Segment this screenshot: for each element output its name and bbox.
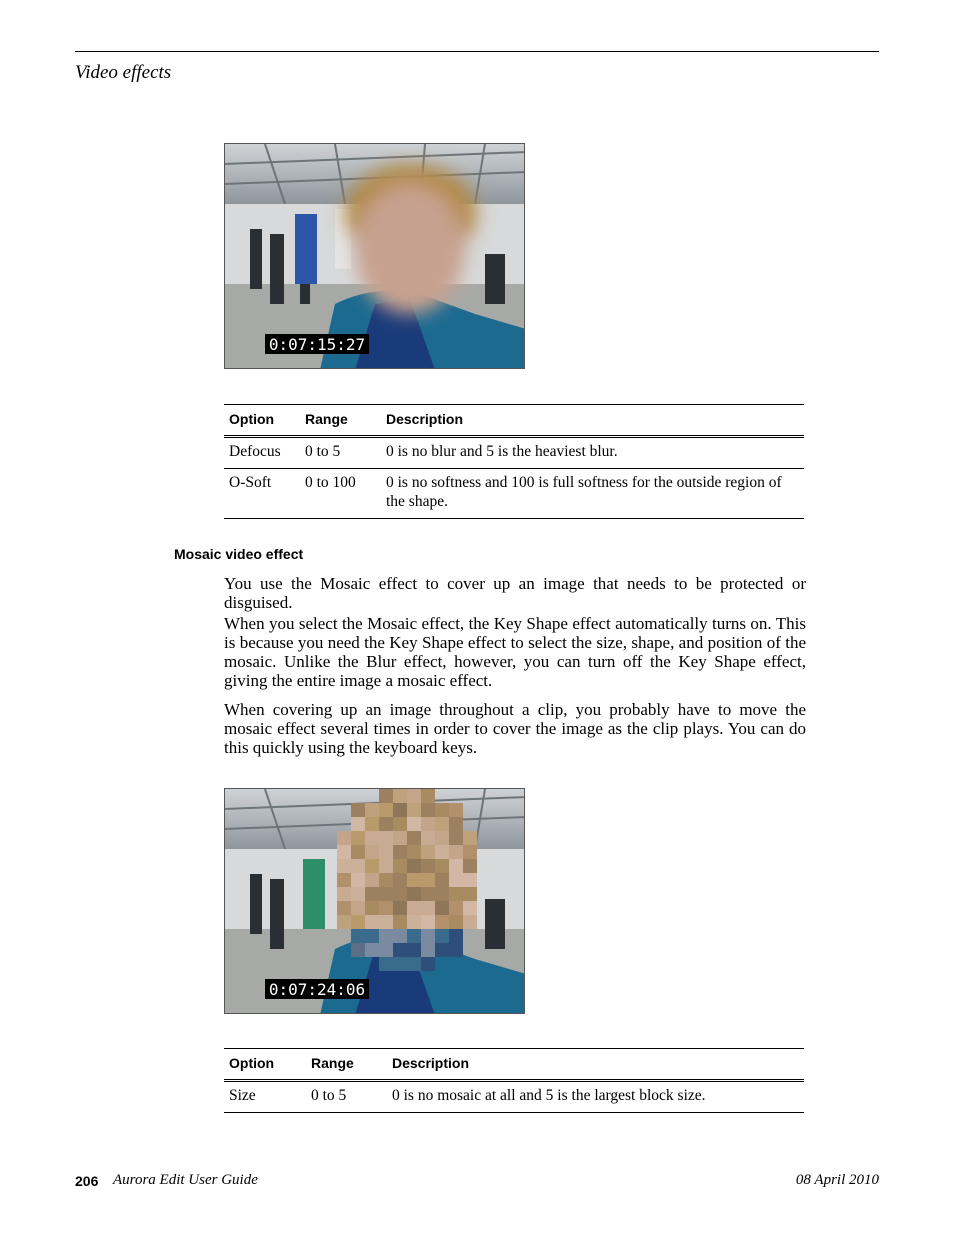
mosaic-example-image <box>224 788 525 1014</box>
column-header-range: Range <box>306 1049 387 1081</box>
blur-options-table <box>224 404 804 519</box>
paragraph-1: You use the Mosaic effect to cover up an image that needs to be protected or disguised. <box>224 574 806 612</box>
mosaic-blocks <box>337 789 477 971</box>
header-rule <box>75 51 879 52</box>
column-header-option: Option <box>224 405 300 437</box>
description-cell: 0 is no blur and 5 is the heaviest blur. <box>381 437 804 469</box>
table-row <box>224 1081 804 1113</box>
section-heading: Mosaic video effect <box>174 546 304 562</box>
running-head: Video effects <box>75 62 172 83</box>
table-row <box>224 437 804 469</box>
book-title: Aurora Edit User Guide <box>113 1172 258 1188</box>
column-header-description: Description <box>381 405 804 437</box>
column-header-option: Option <box>224 1049 306 1081</box>
paragraph-3: When covering up an image throughout a clip, you probably have to move the mosaic effect several times in order to cover the image as the clip plays. You can do this quickly using the keyboard keys. <box>224 700 806 757</box>
option-cell: Defocus <box>224 437 300 469</box>
column-header-description: Description <box>387 1049 804 1081</box>
description-cell: 0 is no softness and 100 is full softness for the outside region of the shape. <box>381 469 804 519</box>
range-cell: 0 to 5 <box>306 1081 387 1113</box>
range-cell: 0 to 5 <box>300 437 381 469</box>
paragraph-2: When you select the Mosaic effect, the Key Shape effect automatically turns on. This is because you need the Key Shape effect to select the size, shape, and position of the mosaic. Unlike the Blur effect, however, you can turn off the Key Shape effect, giving the entire image a mosaic effect. <box>224 614 806 690</box>
description-cell: 0 is no mosaic at all and 5 is the largest block size. <box>387 1081 804 1113</box>
timecode-1: 0:07:15:27 <box>268 335 366 354</box>
timecode-2: 0:07:24:06 <box>268 980 366 999</box>
column-header-range: Range <box>300 405 381 437</box>
page-number: 206 <box>75 1173 99 1189</box>
option-cell: O-Soft <box>224 469 300 519</box>
publication-date: 08 April 2010 <box>795 1172 879 1188</box>
blur-example-image <box>224 143 525 369</box>
mosaic-options-table <box>224 1048 804 1113</box>
option-cell: Size <box>224 1081 306 1113</box>
range-cell: 0 to 100 <box>300 469 381 519</box>
table-row <box>224 469 804 519</box>
